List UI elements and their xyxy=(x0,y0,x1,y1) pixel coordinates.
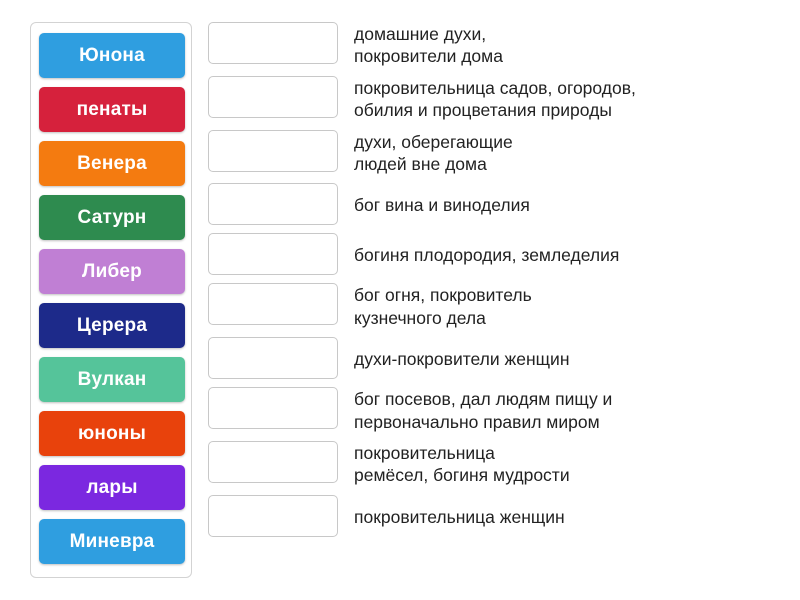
definition-line: духи, оберегающие xyxy=(354,131,513,152)
term-tile[interactable]: Сатурн xyxy=(39,195,185,240)
answer-row xyxy=(208,495,768,537)
answer-row xyxy=(208,337,768,379)
definition-line: обилия и процветания природы xyxy=(354,100,612,121)
term-tile[interactable]: Либер xyxy=(39,249,185,294)
answer-row xyxy=(208,233,768,275)
definition-text xyxy=(354,441,570,487)
term-tile[interactable]: лары xyxy=(39,465,185,510)
term-tile[interactable]: Церера xyxy=(39,303,185,348)
definition-line: кузнечного дела xyxy=(354,307,486,328)
drop-target[interactable] xyxy=(208,233,338,275)
drop-target[interactable] xyxy=(208,495,338,537)
term-tile[interactable]: юноны xyxy=(39,411,185,456)
definition-line: бог посевов, дал людям пищу и xyxy=(354,389,613,410)
definition-text xyxy=(354,76,636,122)
term-tile[interactable]: пенаты xyxy=(39,87,185,132)
definition-line: ремёсел, богиня мудрости xyxy=(354,465,570,486)
draggable-tiles-list xyxy=(39,33,185,564)
definition-line: людей вне дома xyxy=(354,153,487,174)
answer-row xyxy=(208,441,768,487)
definition-text xyxy=(354,387,612,433)
answer-row xyxy=(208,22,768,68)
definition-line: домашние духи, xyxy=(354,24,487,44)
definition-text xyxy=(354,495,565,528)
answer-row xyxy=(208,283,768,329)
definition-text xyxy=(354,22,503,68)
definition-line: бог огня, покровитель xyxy=(354,285,532,306)
answer-row xyxy=(208,130,768,176)
definition-text xyxy=(354,233,619,266)
term-tile[interactable]: Миневра xyxy=(39,519,185,564)
drop-target[interactable] xyxy=(208,387,338,429)
definition-line: покровители дома xyxy=(354,46,503,67)
definition-text xyxy=(354,337,569,370)
answer-row xyxy=(208,76,768,122)
answer-row xyxy=(208,183,768,225)
answer-rows xyxy=(208,22,768,545)
term-tile[interactable]: Венера xyxy=(39,141,185,186)
drop-target[interactable] xyxy=(208,183,338,225)
definition-text xyxy=(354,130,513,176)
definition-line: покровительница садов, огородов, xyxy=(354,77,636,98)
definition-line: богиня плодородия, земледелия xyxy=(354,245,620,266)
drop-target[interactable] xyxy=(208,441,338,483)
drop-target[interactable] xyxy=(208,22,338,64)
drop-target[interactable] xyxy=(208,283,338,325)
drop-target[interactable] xyxy=(208,130,338,172)
drop-target[interactable] xyxy=(208,76,338,118)
definition-text xyxy=(354,183,530,216)
tiles-panel xyxy=(30,22,192,578)
answer-row xyxy=(208,387,768,433)
term-tile[interactable]: Вулкан xyxy=(39,357,185,402)
definition-line: покровительница женщин xyxy=(354,506,565,527)
definition-line: духи-покровители женщин xyxy=(354,349,570,370)
term-tile[interactable]: Юнона xyxy=(39,33,185,78)
definition-line: первоначально правил миром xyxy=(354,411,600,432)
definition-text xyxy=(354,283,532,329)
definition-line: бог вина и виноделия xyxy=(354,195,530,216)
definition-line: покровительница xyxy=(354,442,495,463)
drop-target[interactable] xyxy=(208,337,338,379)
